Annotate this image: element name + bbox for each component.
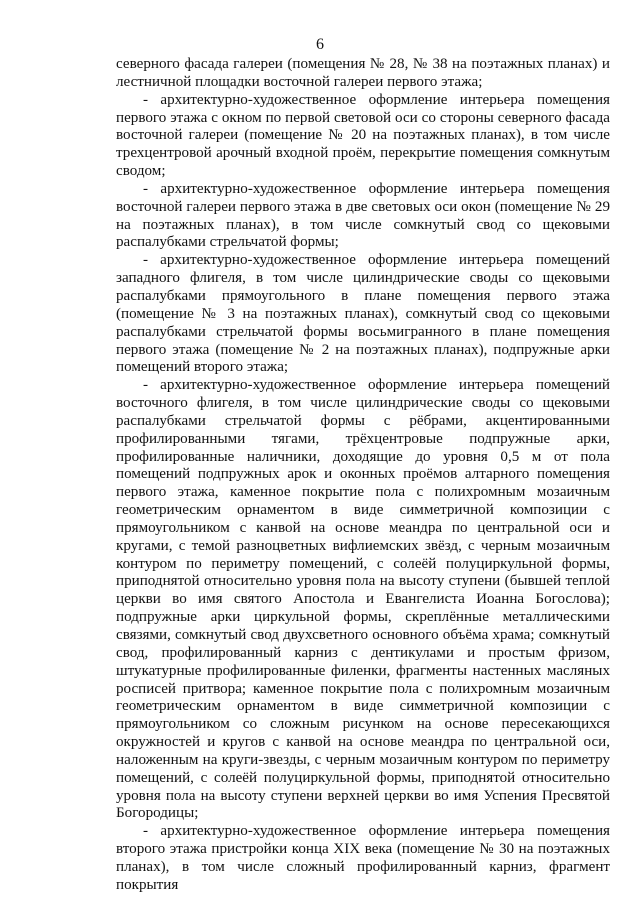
page-number: 6	[316, 36, 324, 53]
list-item: - архитектурно-художественное оформление интерьера помещений восточного флигеля, в том числе цилиндрические своды со щековыми распалубками стрельчатой формы с рёбрами, акцентированными профилированными тягами, трёхцентровые подпружные арки, профилированные наличники, доходящие до уровня 0,5 м от пола помещений подпружных арок и оконных проёмов алтарного помещения первого этажа, каменное покрытие пола с полихромным мозаичным геометрическим орнаментом в виде симметричной композиции с прямоугольником с канвой на основе меандра по центральной оси и кругами, с темой разноцветных вифлиемских звёзд, с черным мозаичным контуром по периметру помещений, с солеёй полуциркульной формы, приподнятой относительно уровня пола на высоту ступени (бывшей теплой церкви во имя святого Апостола и Евангелиста Иоанна Богослова); подпружные арки циркульной формы, скреплённые металлическими связями, сомкнутый свод двухсветного основного объёма храма; сомкнутый свод, профилированный карниз с дентикулами и простым фризом, штукатурные профилированные филенки, фрагменты настенных масляных росписей притвора; каменное покрытие пола с полихромным мозаичным геометрическим орнаментом в виде симметричной композиции с прямоугольником со сложным рисунком на основе пересекающихся окружностей и кругов с канвой на основе меандра по центральной оси, наложенным на круги-звезды, с черным мозаичным контуром по периметру помещений, с солеёй полуциркульной формы, приподнятой относительно уровня пола на высоту ступени верхней церкви во имя Успения Пресвятой Богородицы;	[116, 377, 610, 822]
continuation-paragraph: северного фасада галереи (помещения № 28, № 38 на поэтажных планах) и лестничной площадки восточной галереи первого этажа;	[116, 56, 610, 90]
list-item: - архитектурно-художественное оформление интерьера помещений западного флигеля, в том числе цилиндрические своды со щековыми распалубками прямоугольного в плане помещения первого этажа (помещение № 3 на поэтажных планах), сомкнутый свод со щековыми распалубками стрельчатой формы восьмигранного в плане помещения первого этажа (помещение № 2 на поэтажных планах), подпружные арки помещений второго этажа;	[116, 252, 610, 376]
list-item: - архитектурно-художественное оформление интерьера помещения восточной галереи первого этажа в две световых оси окон (помещение № 29 на поэтажных планах), в том числе сомкнутый свод со щековыми распалубками стрельчатой формы;	[116, 180, 610, 251]
list-item: - архитектурно-художественное оформление интерьера помещения первого этажа с окном по первой световой оси со стороны северного фасада восточной галереи (помещение № 20 на поэтажных планах), в том числе трехцентровой арочный входной проём, перекрытие помещения сомкнутым сводом;	[116, 91, 610, 180]
list-item: - архитектурно-художественное оформление интерьера помещения второго этажа пристройки конца XIX века (помещение № 30 на поэтажных планах), в том числе сложный профилированный карниз, фрагмент покрытия	[116, 823, 610, 893]
document-body	[116, 56, 610, 895]
